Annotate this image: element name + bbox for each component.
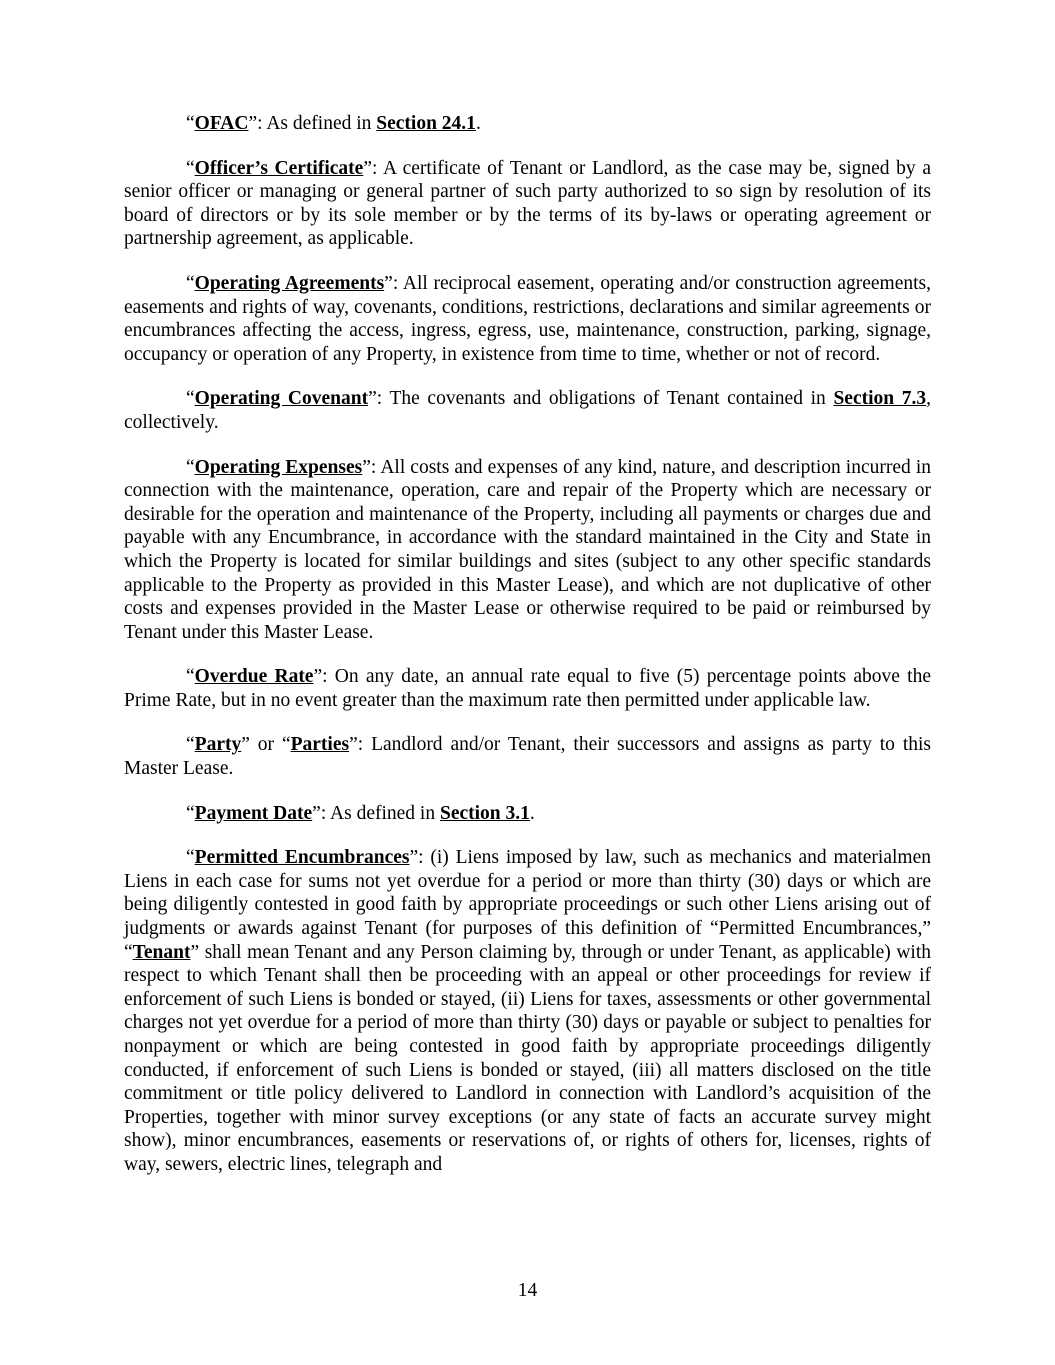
defined-term: OFAC <box>194 113 249 134</box>
definition-party: “Party” or “Parties”: Landlord and/or Tenant, their successors and assigns as party to this Master Lease. <box>124 734 931 780</box>
defined-term: Party <box>194 734 242 756</box>
defined-term: Operating Expenses <box>194 456 363 478</box>
section-reference: Section 24.1 <box>376 113 476 134</box>
section-reference: Section 7.3 <box>833 388 927 410</box>
definition-officers-certificate: “Officer’s Certificate”: A certificate of Tenant or Landlord, as the case may be, signed by a senior officer or managing or general partner of such party authorized to so sign by resolution of its board of directors or by its sole member or by the terms of its by-laws or operating agreement or partnership agreement, as applicable. <box>124 157 931 250</box>
section-reference: Section 3.1 <box>439 802 530 824</box>
page-number: 14 <box>517 1280 538 1301</box>
definition-operating-expenses: “Operating Expenses”: All costs and expenses of any kind, nature, and description incurred in connection with the maintenance, operation, care and repair of the Property which are necessary or desirable for the operation and maintenance of the Property, including all payments or charges due and payable with any Encumbrance, in accordance with the standard maintained in the City and State in which the Property is located for similar buildings and sites (subject to any other specific standards applicable to the Property as provided in this Master Lease), and which are not duplicative of other costs and expenses provided in the Master Lease or otherwise required to be paid or reimbursed by Tenant under this Master Lease. <box>124 456 932 643</box>
defined-term: Operating Agreements <box>194 272 385 294</box>
defined-term: Parties <box>290 734 350 756</box>
defined-term: Operating Covenant <box>194 388 369 410</box>
definition-operating-agreements: “Operating Agreements”: All reciprocal easement, operating and/or construction agreements, easements and rights of way, covenants, conditions, restrictions, declarations and similar agreements or encumbrances affecting the access, ingress, egress, use, maintenance, construction, parking, signage, occupancy or operation of any Property, in existence from time to time, whether or not of record. <box>124 272 931 365</box>
document-page <box>124 112 931 1198</box>
definition-payment-date: “Payment Date”: As defined in Section 3.1. <box>186 802 535 824</box>
defined-term: Overdue Rate <box>194 666 314 688</box>
definition-operating-covenant: “Operating Covenant”: The covenants and obligations of Tenant contained in Section 7.3, collectively. <box>124 388 932 433</box>
defined-term: Permitted Encumbrances <box>194 847 410 869</box>
definition-overdue-rate: “Overdue Rate”: On any date, an annual rate equal to five (5) percentage points above the Prime Rate, but in no event greater than the maximum rate then permitted under applicable law. <box>124 666 931 711</box>
defined-term: Officer’s Certificate <box>194 157 364 179</box>
defined-term: Payment Date <box>194 802 313 824</box>
definition-ofac: “OFAC”: As defined in Section 24.1. <box>186 113 481 134</box>
definition-permitted-encumbrances: “Permitted Encumbrances”: (i) Liens imposed by law, such as mechanics and materialmen Liens in each case for sums not yet overdue for a period or more than thirty (30) days or which are being diligently contested in good faith by appropriate proceedings or such other Liens arising out of judgments or awards against Tenant (for purposes of this definition of “Permitted Encumbrances,” “Tenant” shall mean Tenant and any Person claiming by, through or under Tenant, as applicable) with respect to which Tenant shall then be proceeding with an appeal or other proceedings for review if enforcement of such Liens is bonded or stayed, (ii) Liens for taxes, assessments or other governmental charges not yet overdue for a period of more than thirty (30) days or payable or subject to penalties for nonpayment or which are being contested in good faith by appropriate proceedings diligently conducted, if enforcement of such Liens is bonded or stayed, (iii) all matters disclosed on the title commitment or title policy delivered to Landlord in connection with Landlord’s acquisition of the Properties, together with minor survey exceptions (or any state of facts an accurate survey might show), minor encumbrances, easements or reservations of, or rights of others for, licenses, rights of way, sewers, electric lines, telegraph and <box>124 847 931 1175</box>
defined-term: Tenant <box>132 941 191 963</box>
